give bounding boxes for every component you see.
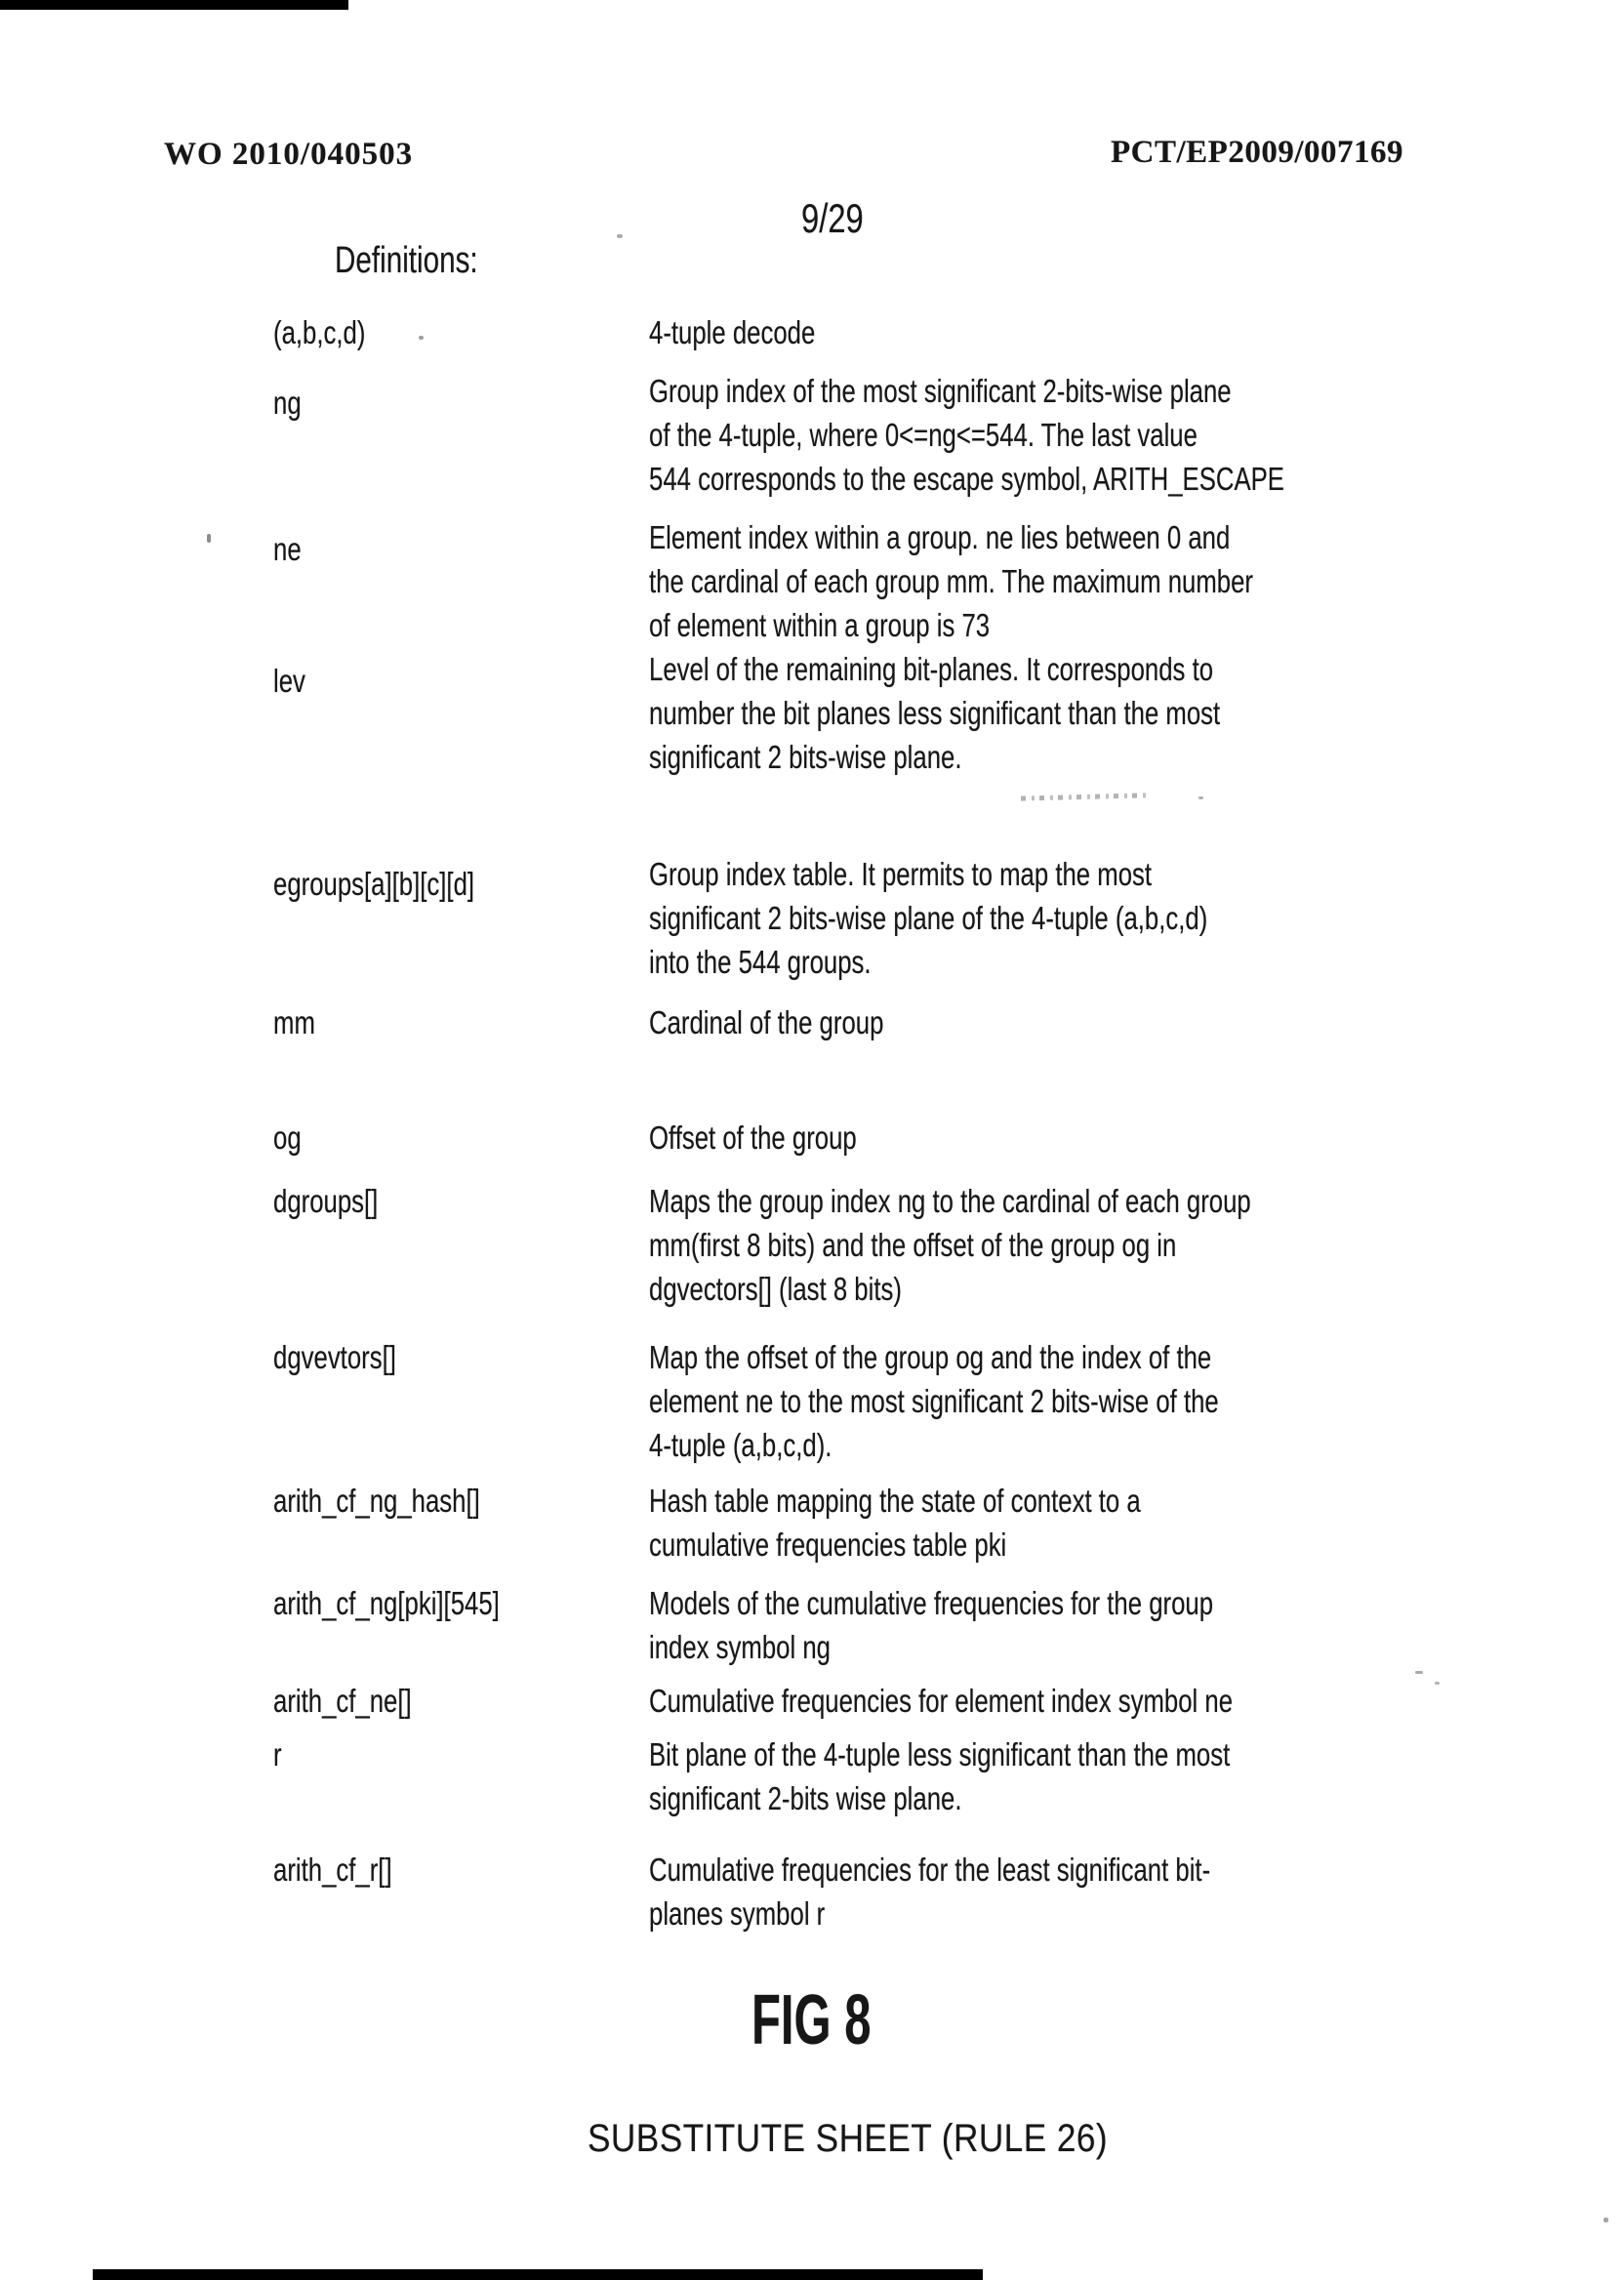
scan-artifact [1604, 2218, 1608, 2222]
sheet-number: 9/29 [801, 195, 864, 241]
scan-artifact [1198, 796, 1203, 799]
scan-artifact [419, 336, 424, 340]
definition-term: ne [273, 531, 302, 567]
definition-line: significant 2 bits-wise plane of the 4-tuple (a,b,c,d) [649, 900, 1208, 936]
definition-line: Group index of the most significant 2-bits-wise plane [649, 373, 1232, 409]
definition-description [649, 1179, 1421, 1311]
definition-term: r [273, 1736, 282, 1772]
definition-term: arith_cf_ng_hash[] [273, 1483, 480, 1519]
definition-row [273, 515, 1405, 647]
definition-line: of the 4-tuple, where 0<=ng<=544. The last value [649, 417, 1198, 453]
definition-line: Maps the group index ng to the cardinal of each group [649, 1183, 1251, 1219]
definition-line: Offset of the group [649, 1120, 857, 1156]
definition-description [649, 310, 1405, 354]
publication-number: WO 2010/040503 [164, 137, 414, 172]
definition-term: arith_cf_r[] [273, 1852, 392, 1888]
definition-row [273, 1732, 1405, 1820]
definition-description [649, 852, 1405, 984]
definition-line: Bit plane of the 4-tuple less significant than the most [649, 1736, 1231, 1772]
definition-line: number the bit planes less significant than the most [649, 695, 1221, 731]
section-title: Definitions: [335, 240, 478, 281]
scan-bar-bottom [93, 2269, 983, 2280]
scan-artifact [1435, 1682, 1440, 1685]
definition-row [273, 1335, 1405, 1467]
definition-row [273, 310, 1405, 354]
scan-bar-top [0, 0, 348, 10]
definition-row [273, 1179, 1405, 1311]
definition-row [273, 647, 1405, 779]
definition-line: dgvectors[] (last 8 bits) [649, 1271, 902, 1307]
definition-line: 4-tuple decode [649, 314, 816, 350]
definition-row [273, 1679, 1405, 1723]
definition-line: mm(first 8 bits) and the offset of the group og in [649, 1227, 1177, 1263]
definition-term: og [273, 1120, 302, 1156]
definition-term: mm [273, 1004, 315, 1040]
definition-line: Group index table. It permits to map the most [649, 856, 1153, 892]
definition-description [649, 1116, 1405, 1160]
definition-term: ng [273, 385, 302, 421]
definition-row [273, 1116, 1405, 1160]
definition-line: cumulative frequencies table pki [649, 1527, 1007, 1563]
definition-term: lev [273, 663, 305, 699]
substitute-sheet-footer: SUBSTITUTE SHEET (RULE 26) [588, 2117, 1109, 2160]
definition-line: Cardinal of the group [649, 1004, 884, 1040]
definition-term: egroups[a][b][c][d] [273, 866, 475, 902]
definition-description [649, 515, 1424, 647]
definition-row [273, 852, 1405, 984]
scan-artifact [1415, 1671, 1423, 1674]
definition-row [273, 1848, 1405, 1935]
definition-description [649, 1732, 1405, 1820]
definition-row [273, 1581, 1405, 1669]
definition-line: Cumulative frequencies for element index symbol ne [649, 1683, 1234, 1719]
definition-line: into the 544 groups. [649, 944, 872, 980]
definition-line: Cumulative frequencies for the least significant bit- [649, 1852, 1211, 1888]
definition-description [649, 1679, 1405, 1723]
scan-artifact [617, 234, 623, 238]
definition-term: dgvevtors[] [273, 1339, 396, 1375]
definition-line: Hash table mapping the state of context to a [649, 1483, 1141, 1519]
definition-term: arith_cf_ng[pki][545] [273, 1585, 500, 1621]
definition-row [273, 1479, 1405, 1567]
application-number: PCT/EP2009/007169 [1111, 135, 1404, 170]
definition-term: dgroups[] [273, 1183, 379, 1219]
definition-description [649, 369, 1464, 501]
scan-artifact [207, 534, 211, 543]
definition-description [649, 647, 1405, 779]
definition-line: element ne to the most significant 2 bits-wise of the [649, 1383, 1219, 1419]
definition-description [649, 1581, 1405, 1669]
definition-term: arith_cf_ne[] [273, 1683, 412, 1719]
definition-line: planes symbol r [649, 1895, 826, 1932]
definition-description [649, 1848, 1405, 1935]
definition-line: of element within a group is 73 [649, 607, 991, 643]
definition-line: 4-tuple (a,b,c,d). [649, 1427, 832, 1463]
definition-term: (a,b,c,d) [273, 314, 366, 350]
definition-line: Models of the cumulative frequencies for the group [649, 1585, 1214, 1621]
definitions-list [273, 310, 1405, 1935]
definition-description [649, 1000, 1405, 1044]
definition-line: the cardinal of each group mm. The maximum number [649, 563, 1254, 599]
definition-row [273, 369, 1405, 501]
figure-label: FIG 8 [751, 1981, 872, 2059]
definition-line: index symbol ng [649, 1629, 832, 1665]
definition-description [649, 1335, 1405, 1467]
definition-row [273, 1000, 1405, 1044]
definition-line: Level of the remaining bit-planes. It corresponds to [649, 651, 1214, 687]
definition-line: 544 corresponds to the escape symbol, ARITH_ESCAPE [649, 461, 1284, 497]
definition-line: Map the offset of the group og and the index of the [649, 1339, 1212, 1375]
definition-line: significant 2-bits wise plane. [649, 1780, 962, 1816]
definition-line: significant 2 bits-wise plane. [649, 739, 962, 775]
definition-description [649, 1479, 1405, 1567]
definition-line: Element index within a group. ne lies between 0 and [649, 519, 1231, 555]
